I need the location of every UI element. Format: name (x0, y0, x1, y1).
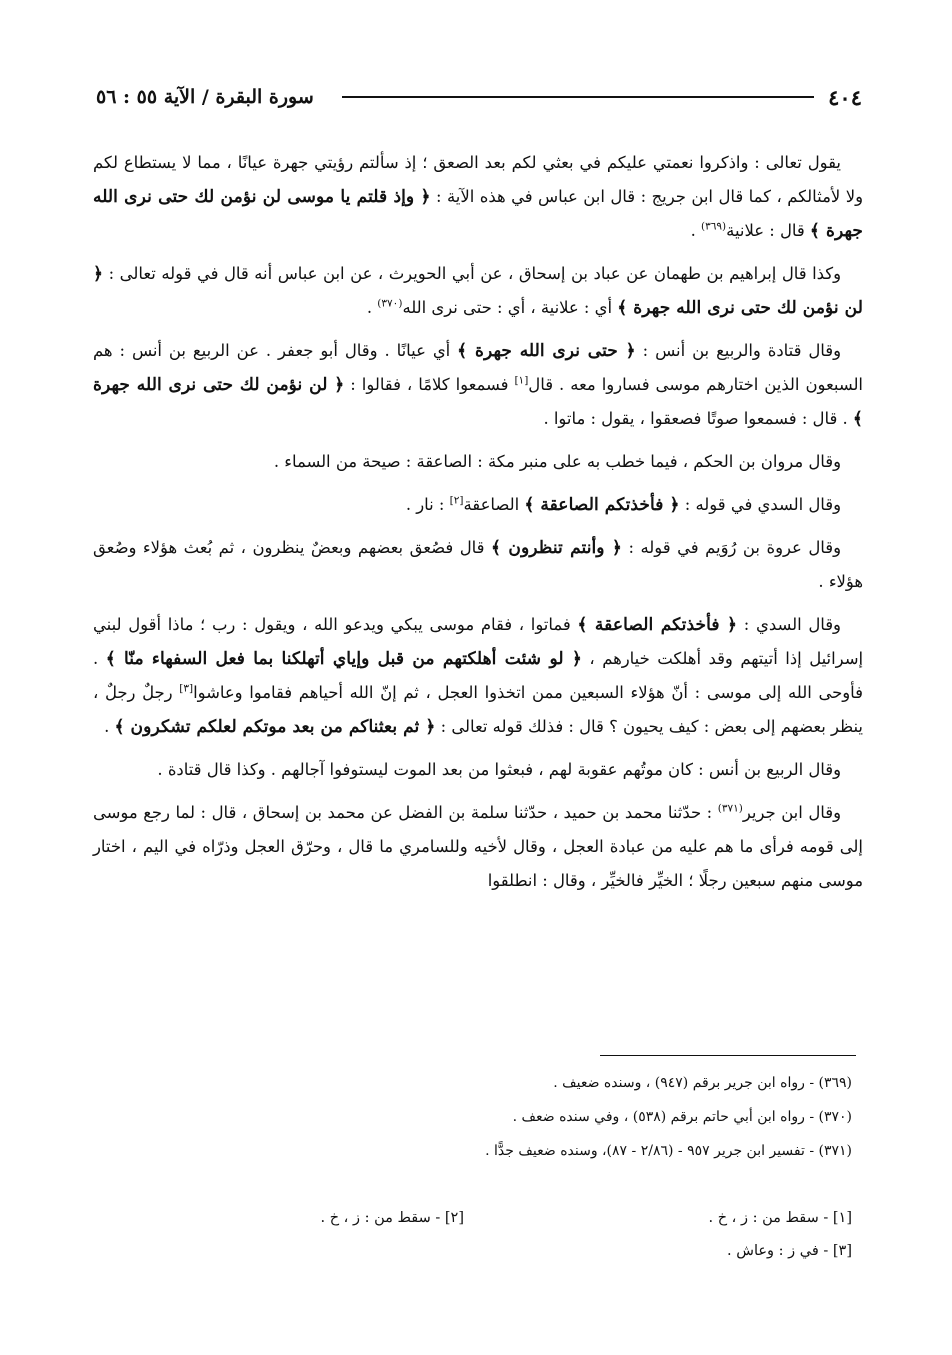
paragraph: وقال الربيع بن أنس : كان موتُهم عقوبة لهم ، فبعثوا من بعد الموت ليستوفوا آجالهم . وكذا قال قتادة . (157, 760, 841, 779)
quran-quote: ﴿ وأنتم تنظرون ﴾ (490, 538, 622, 558)
footnote: (٣٧١) - تفسير ابن جرير ٩٥٧ - (٢/٨٦ - ٨٧)، وسنده ضعيف جدًّا . (485, 1143, 852, 1159)
footnote-separator (600, 1055, 856, 1056)
paragraph: وقال مروان بن الحكم ، فيما خطب به على منبر مكة : الصاعقة : صيحة من السماء . (273, 452, 841, 471)
paragraph: وقال ابن جرير$^{(٣٧١)}$ : حدّثنا محمد بن حميد ، حدّثنا سلمة بن الفضل عن محمد بن إسحاق ، قال : لما رجع موسى إلى قومه فرأى ما هم عليه من عبادة العجل ، وقال لأخيه وللسامري ما قال ، وحرّق العجل وذرّاه في اليم ، اختار موسى منهم سبعين رجلًا ؛ الخيِّر فالخيِّر ، وقال : انطلقوا (93, 802, 863, 890)
main-text (93, 146, 863, 907)
paragraph: وقال السدي : ﴿ فأخذتكم الصاعقة ﴾ فماتوا ، فقام موسى يبكي ويدعو الله ، ويقول : رب ؛ ماذا أقول لبني إسرائيل إذا أتيتهم وقد أهلكت خيارهم ، ﴿ لو شئت أهلكتهم من قبل وإياي أتهلكنا بما فعل السفهاء منّا ﴾ . فأوحى الله إلى موسى : أنّ هؤلاء السبعين ممن اتخذوا العجل ، ثم إنّ الله أحياهم فقاموا وعاشوا[٣] رجلٌ رجلٌ ، ينظر بعضهم إلى بعض : كيف يحيون ؟ قال : فذلك قوله تعالى : ﴿ ثم بعثناكم من بعد موتكم لعلكم تشكرون ﴾ . (93, 615, 863, 737)
variant-note: [٢] - سقط من : ز ، خ . (320, 1210, 464, 1226)
quran-quote: ﴿ لن نؤمن لك حتى نرى الله جهرة ﴾ (93, 264, 863, 318)
footnotes (100, 1066, 852, 1168)
quran-quote: ﴿ فأخذتكم الصاعقة ﴾ (577, 615, 738, 635)
quran-quote: ﴿ لو شئت أهلكتهم من قبل وإياي أتهلكنا بما فعل السفهاء منّا ﴾ (105, 649, 582, 669)
footnote-ref: (٣٦٩) (701, 220, 727, 233)
paragraph: وقال قتادة والربيع بن أنس : ﴿ حتى نرى الله جهرة ﴾ أي عيانًا . وقال أبو جعفر . عن الربيع بن أنس : هم السبعون الذين اختارهم موسى فساروا معه . قال[١] فسمعوا كلامًا ، فقالوا : ﴿ لن نؤمن لك حتى نرى الله جهرة ﴾ . قال : فسمعوا صوتًا فصعقوا ، يقول : ماتوا . (93, 341, 863, 429)
paragraph: وقال السدي في قوله : ﴿ فأخذتكم الصاعقة ﴾ الصاعقة[٢] : نار . (405, 494, 841, 515)
quran-quote: ﴿ لن نؤمن لك حتى نرى الله جهرة ﴾ (93, 375, 863, 429)
footnote: (٣٦٩) - رواه ابن جرير برقم (٩٤٧) ، وسنده ضعيف . (553, 1075, 852, 1091)
variant-notes (100, 1202, 852, 1272)
header-rule (342, 96, 814, 98)
sura-reference: سورة البقرة / الآية ٥٥ : ٥٦ (96, 86, 314, 108)
quran-quote: ﴿ حتى نرى الله جهرة ﴾ (457, 341, 636, 361)
footnote-ref: (٣٧١) (717, 802, 743, 815)
variant-ref: [١] (514, 374, 529, 387)
variant-note: [١] - سقط من : ز ، خ . (708, 1210, 852, 1226)
quran-quote: ﴿ فأخذتكم الصاعقة ﴾ (524, 495, 680, 515)
quran-quote: ﴿ ثم بعثناكم من بعد موتكم لعلكم تشكرون ﴾ (114, 717, 436, 737)
footnote-ref: (٣٧٠) (377, 297, 403, 310)
paragraph: وقال عروة بن رُوَيم في قوله : ﴿ وأنتم تنظرون ﴾ قال فصُعق بعضهم وبعضٌ ينظرون ، ثم بُعث هؤلاء وصُعق هؤلاء . (93, 538, 863, 591)
variant-ref: [٣] (179, 682, 194, 695)
variant-note: [٣] - في ز : وعاش . (727, 1243, 852, 1259)
page-number: ٤٠٤ (828, 84, 862, 110)
quran-quote: ﴿ وإذ قلتم يا موسى لن نؤمن لك حتى نرى الله جهرة ﴾ (93, 187, 863, 241)
variant-ref: [٢] (449, 494, 464, 507)
paragraph: وكذا قال إبراهيم بن طهمان عن عباد بن إسحاق ، عن أبي الحويرث ، عن ابن عباس أنه قال في قوله تعالى : ﴿ لن نؤمن لك حتى نرى الله جهرة ﴾ أي : علانية ، أي : حتى نرى الله$^{(٣٧٠)}$ . (93, 264, 863, 318)
running-header (96, 82, 862, 112)
paragraph: يقول تعالى : واذكروا نعمتي عليكم في بعثي لكم بعد الصعق ؛ إذ سألتم رؤيتي جهرة عيانًا ، مما لا يستطاع لكم ولا لأمثالكم ، كما قال ابن جريج : قال ابن عباس في هذه الآية : ﴿ وإذ قلتم يا موسى لن نؤمن لك حتى نرى الله جهرة ﴾ قال : علانية$^{(٣٦٩)}$ . (93, 153, 863, 241)
footnote: (٣٧٠) - رواه ابن أبي حاتم برقم (٥٣٨) ، وفي سنده ضعف . (512, 1109, 852, 1125)
